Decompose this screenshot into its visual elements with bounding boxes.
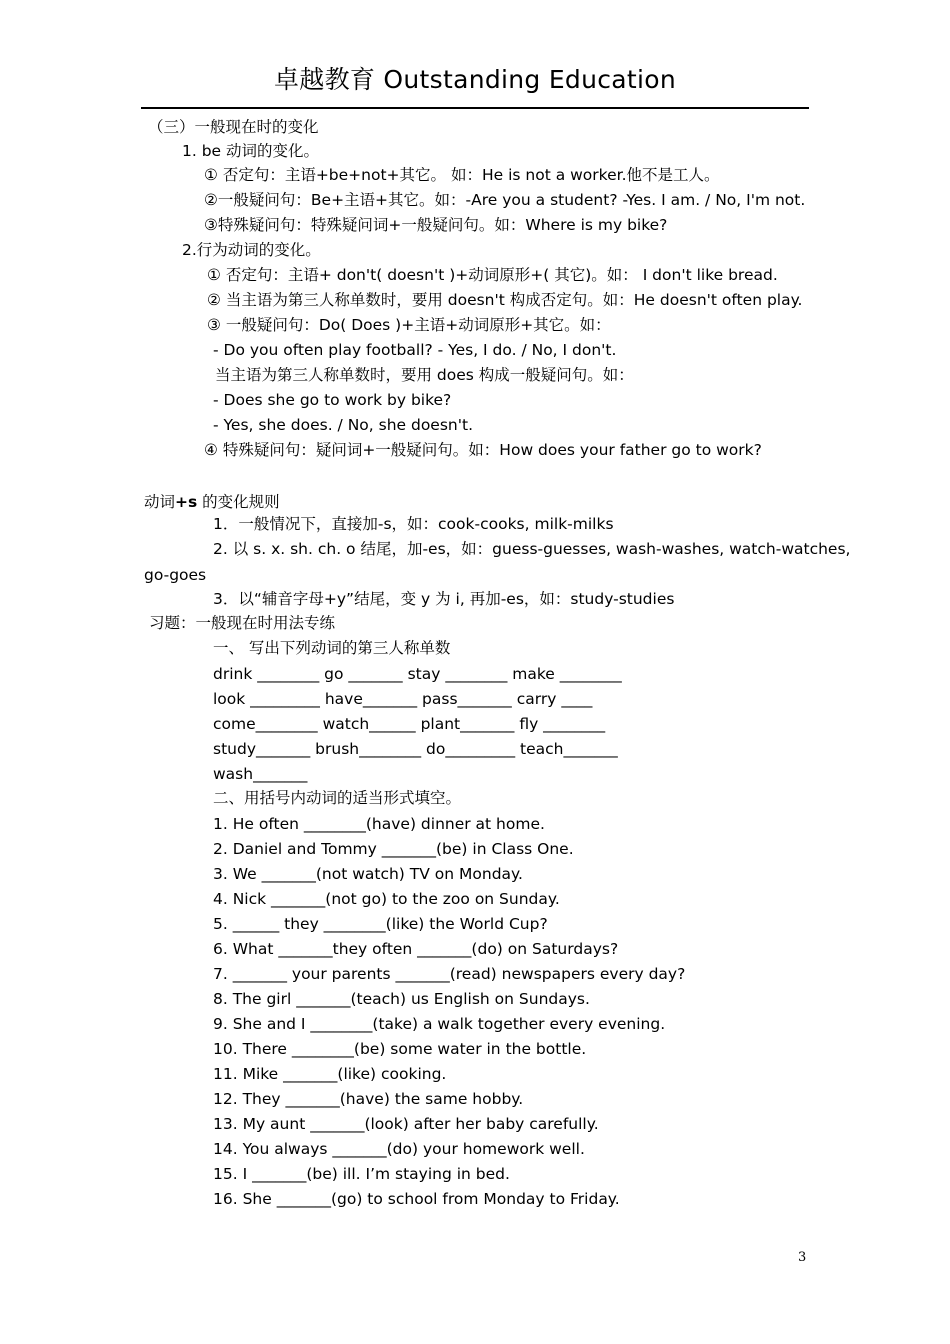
part-2-item: 8. The girl _______(teach) us English on Sundays. [213,990,590,1008]
rule-1: 1．一般情况下，直接加-s，如：cook-cooks, milk-milks [213,515,614,533]
rules-title-b: +s [175,493,198,511]
verb-third-person-negative: ② 当主语为第三人称单数时，要用 doesn't 构成否定句。如：He doesn't often play. [207,291,803,309]
part-2-item: 12. They _______(have) the same hobby. [213,1090,524,1108]
be-wh-question-rule: ③特殊疑问句：特殊疑问词+一般疑问句。如：Where is my bike? [204,216,668,234]
part-1-row: study_______ brush________ do_________ teach_______ [213,740,618,758]
part-2-title: 二、用括号内动词的适当形式填空。 [213,789,462,807]
part-2-item: 4. Nick _______(not go) to the zoo on Sunday. [213,890,560,908]
verb-wh-question-rule: ④ 特殊疑问句：疑问词+一般疑问句。如：How does your father go to work? [204,441,762,459]
verb-question-answer-2: - Yes, she does. / No, she doesn't. [213,416,474,434]
be-question-rule: ②一般疑问句：Be+主语+其它。如：-Are you a student? -Yes. I am. / No, I'm not. [204,191,806,209]
verb-question-example-2: - Does she go to work by bike? [213,391,452,409]
part-2-item: 2. Daniel and Tommy _______(be) in Class One. [213,840,574,858]
rule-3: 3．以“辅音字母+y”结尾，变 y 为 i, 再加-es，如：study-studies [213,590,675,608]
part-2-item: 14. You always _______(do) your homework well. [213,1140,585,1158]
action-verb-title: 2.行为动词的变化。 [182,241,321,259]
be-verb-title: 1. be 动词的变化。 [182,142,320,160]
part-2-item: 13. My aunt _______(look) after her baby carefully. [213,1115,599,1133]
part-1-row: come________ watch______ plant_______ fly ________ [213,715,606,733]
part-2-item: 10. There ________(be) some water in the bottle. [213,1040,587,1058]
section-3-title: （三）一般现在时的变化 [148,118,319,136]
part-2-item: 6. What _______they often _______(do) on Saturdays? [213,940,619,958]
rule-2: 2. 以 s. x. sh. ch. o 结尾，加-es，如：guess-guesses, wash-washes, watch-watches, [213,540,851,558]
header-divider [141,107,809,109]
part-1-row: wash_______ [213,765,308,783]
part-2-item: 1. He often ________(have) dinner at home. [213,815,545,833]
part-1-row: drink ________ go _______ stay ________ make ________ [213,665,622,683]
be-negative-rule: ① 否定句：主语+be+not+其它。 如：He is not a worker.他不是工人。 [204,166,720,184]
page-number: 3 [798,1250,807,1265]
header-title: 卓越教育 Outstanding Education [273,65,676,94]
verb-third-person-question: 当主语为第三人称单数时，要用 does 构成一般疑问句。如： [215,366,634,384]
part-2-item: 3. We _______(not watch) TV on Monday. [213,865,523,883]
rules-title-c: 的变化规则 [197,493,280,511]
part-2-item: 15. I _______(be) ill. I’m staying in bed. [213,1165,510,1183]
part-2-item: 5. ______ they ________(like) the World Cup? [213,915,548,933]
verb-negative-rule: ① 否定句：主语+ don't( doesn't )+动词原形+( 其它)。如： I don't like bread. [207,266,778,284]
rule-2-continued: go-goes [144,566,207,584]
part-2-item: 9. She and I ________(take) a walk together every evening. [213,1015,666,1033]
exercise-title: 习题：一般现在时用法专练 [149,614,336,632]
verb-question-example: - Do you often play football? - Yes, I do. / No, I don't. [213,341,617,359]
rules-title-a: 动词 [144,493,176,511]
part-2-item: 11. Mike _______(like) cooking. [213,1065,447,1083]
part-1-title: 一、 写出下列动词的第三人称单数 [213,639,451,657]
rules-title [144,492,280,512]
part-2-item: 7. _______ your parents _______(read) newspapers every day? [213,965,686,983]
verb-question-rule: ③ 一般疑问句：Do( Does )+主语+动词原形+其它。如： [207,316,611,334]
part-1-row: look _________ have_______ pass_______ carry ____ [213,690,593,708]
part-2-item: 16. She _______(go) to school from Monday to Friday. [213,1190,620,1208]
